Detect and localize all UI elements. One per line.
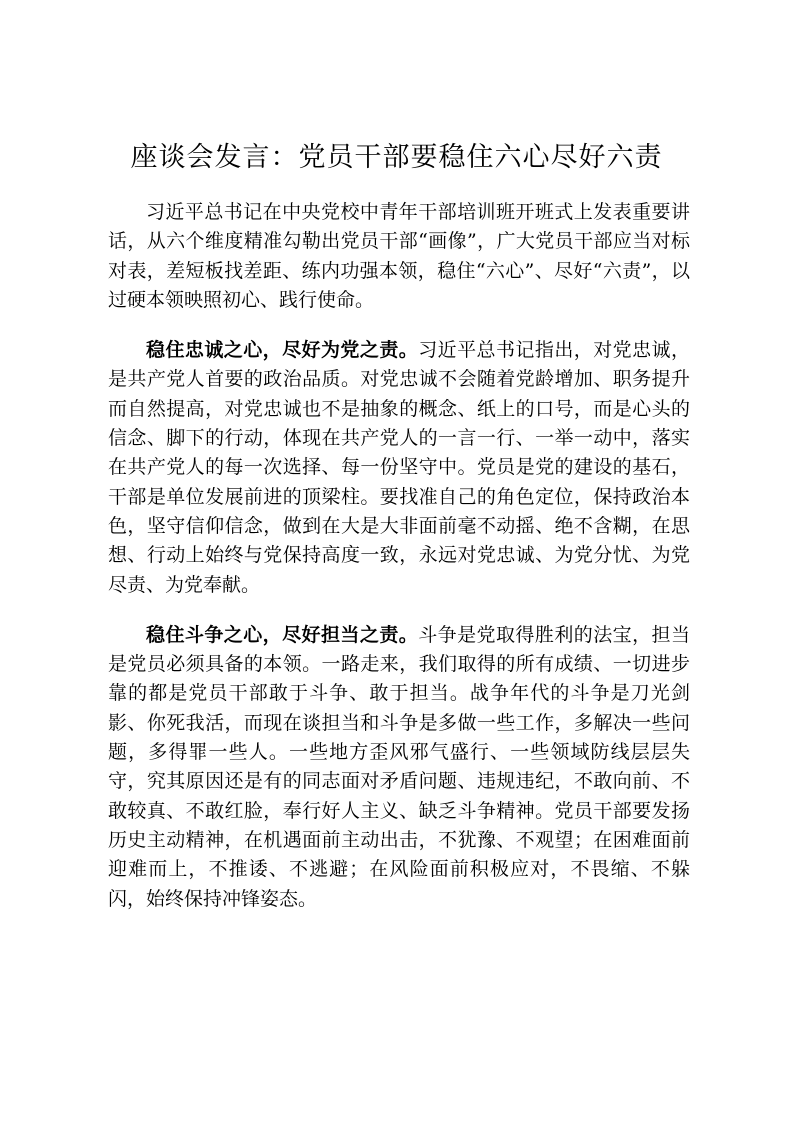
page-title: 座谈会发言：党员干部要稳住六心尽好六责 xyxy=(130,142,663,173)
paragraph-lead: 稳住斗争之心，尽好担当之责。 xyxy=(146,623,419,646)
paragraph-struggle xyxy=(108,621,690,914)
paragraph-text: 习近平总书记在中央党校中青年干部培训班开班式上发表重要讲话，从六个维度精准勾勒出党员干部“画像”，广大党员干部应当对标对表，差短板找差距、练内功强本领，稳住“六心”、尽好“六责”，以过硬本领映照初心、践行使命。 xyxy=(108,201,690,311)
paragraph-text: 习近平总书记指出，对党忠诚，是共产党人首要的政治品质。对党忠诚不会随着党龄增加、职务提升而自然提高，对党忠诚也不是抽象的概念、纸上的口号，而是心头的信念、脚下的行动，体现在共产党人的一言一行、一举一动中，落实在共产党人的每一次选择、每一份坚守中。党员是党的建设的基石，干部是单位发展前进的顶梁柱。要找准自己的角色定位，保持政治本色，坚守信仰信念，做到在大是大非面前毫不动摇、绝不含糊，在思想、行动上始终与党保持高度一致，永远对党忠诚、为党分忧、为党尽责、为党奉献。 xyxy=(108,339,690,596)
paragraph-intro xyxy=(108,198,690,315)
paragraph-text: 斗争是党取得胜利的法宝，担当是党员必须具备的本领。一路走来，我们取得的所有成绩、一切进步靠的都是党员干部敢于斗争、敢于担当。战争年代的斗争是刀光剑影、你死我活，而现在谈担当和斗争是多做一些工作，多解决一些问题，多得罪一些人。一些地方歪风邪气盛行、一些领域防线层层失守，究其原因还是有的同志面对矛盾问题、违规违纪，不敢向前、不敢较真、不敢红脸，奉行好人主义、缺乏斗争精神。党员干部要发扬历史主动精神，在机遇面前主动出击，不犹豫、不观望；在困难面前迎难而上，不推诿、不逃避；在风险面前积极应对，不畏缩、不躲闪，始终保持冲锋姿态。 xyxy=(108,623,690,910)
paragraph-lead: 稳住忠诚之心，尽好为党之责。 xyxy=(146,339,419,362)
document-body xyxy=(108,198,690,935)
paragraph-loyalty xyxy=(108,336,690,600)
